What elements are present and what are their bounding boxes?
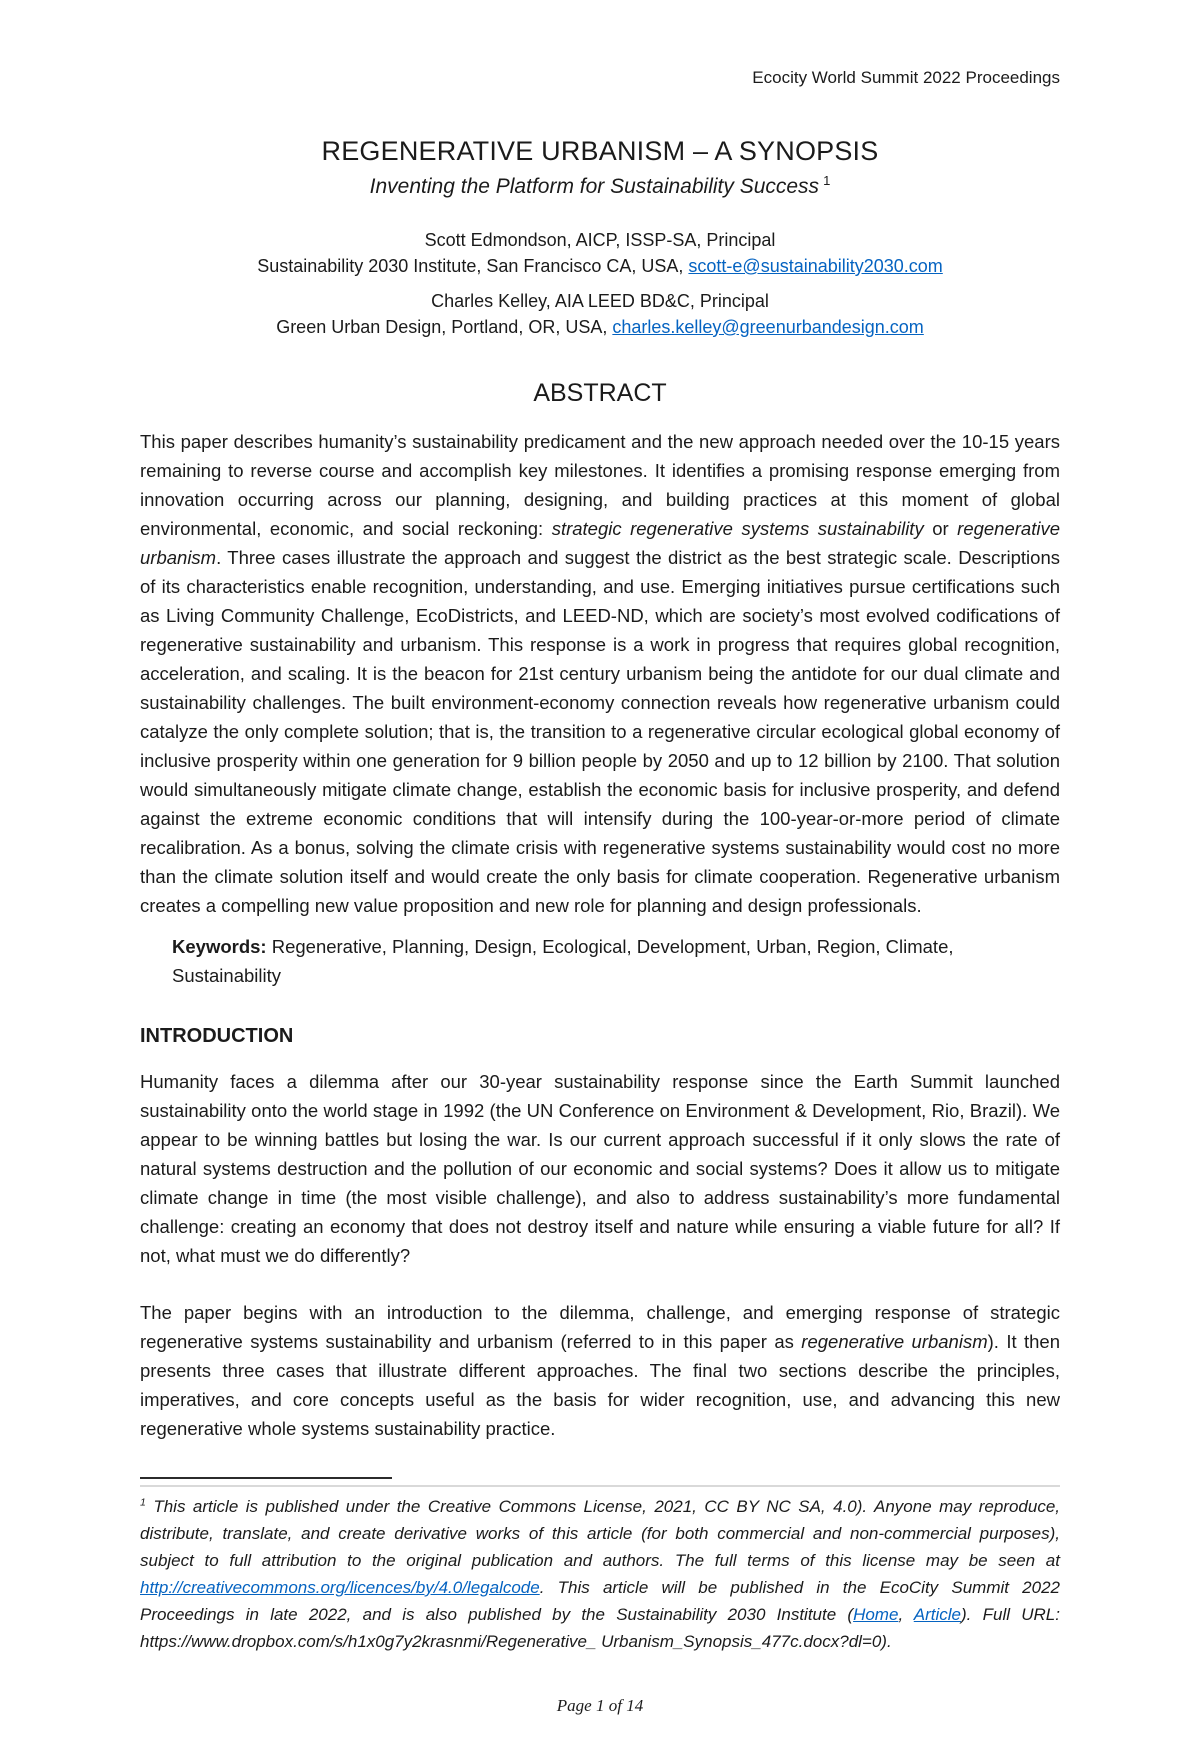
authors-block (140, 227, 1060, 340)
author-block (140, 288, 1060, 340)
text-segment: The paper begins with an introduction to the dilemma, challenge, and emerging response of strategic regenerative systems sustainability and urbanism (referred to in this paper as (140, 1302, 1060, 1352)
footnote-separator-rule (140, 1477, 392, 1479)
author-email-link[interactable]: scott-e@sustainability2030.com (688, 256, 943, 276)
text-segment: or (923, 518, 958, 539)
footnote-ref: 1 (823, 173, 831, 188)
text-segment: This paper describes humanity’s sustainability predicament and the new approach needed over the 10-15 years remaining to reverse course and accomplish key milestones. It identifies a promising response emerging from innovation occurring across our planning, designing, and building practices at this moment of global environmental, economic, and social reckoning: (140, 431, 1060, 539)
keywords-line (140, 932, 1060, 990)
text-segment: This article is published under the Creative Commons License, 2021, CC BY NC SA, 4.0). Anyone may reproduce, distribute, translate, and create derivative works of this article (for both commercial and non-commercial purposes), subject to full attribution to the original publication and authors. The full terms of this license may be seen at (140, 1497, 1060, 1570)
text-segment: ). Full URL: https://www.dropbox.com/s/h1x0g7y2krasnmi/Regenerative_ Urbanism_Synopsis_477c.docx?dl=0). (140, 1605, 1060, 1651)
keywords-label: Keywords: (172, 936, 267, 957)
author-block (140, 227, 1060, 279)
proceedings-header: Ecocity World Summit 2022 Proceedings (752, 68, 1060, 87)
intro-paragraph-2 (140, 1298, 1060, 1443)
intro-paragraph-1: Humanity faces a dilemma after our 30-year sustainability response since the Earth Summit launched sustainability onto the world stage in 1992 (the UN Conference on Environment & Development, Rio, Brazil). We appear to be winning battles but losing the war. Is our current approach successful if it only slows the rate of natural systems destruction and the pollution of our economic and social systems? Does it allow us to mitigate climate change in time (the most visible challenge), and also to address sustainability’s more fundamental challenge: creating an economy that does not destroy itself and nature while ensuring a viable future for all? If not, what must we do differently? (140, 1071, 1060, 1266)
author-affiliation (140, 253, 1060, 279)
hyperlink[interactable]: http://creativecommons.org/licences/by/4.0/legalcode (140, 1578, 540, 1597)
author-affiliation (140, 314, 1060, 340)
text-segment: regenerative urbanism (801, 1331, 988, 1352)
paper-title: REGENERATIVE URBANISM – A SYNOPSIS (321, 136, 879, 166)
text-segment: regenerative urbanism (140, 518, 1060, 568)
keywords-text: Regenerative, Planning, Design, Ecological, Development, Urban, Region, Climate, Sustainability (172, 936, 954, 986)
text-segment: ). It then presents three cases that illustrate different approaches. The final two sections describe the principles, imperatives, and core concepts useful as the basis for wider recognition, use, and advancing this new regenerative whole systems sustainability practice. (140, 1331, 1060, 1439)
author-name: Scott Edmondson, AICP, ISSP-SA, Principal (424, 230, 776, 250)
hyperlink[interactable]: Article (913, 1605, 961, 1624)
author-email-link[interactable]: charles.kelley@greenurbandesign.com (612, 317, 924, 337)
text-segment: strategic regenerative systems sustainability (551, 518, 924, 539)
footnote-area (140, 1477, 1060, 1655)
page-number: Page 1 of 14 (556, 1696, 644, 1715)
text-segment: . This article will be published in the EcoCity Summit 2022 Proceedings in late 2022, and is also published by the Sustainability 2030 Institute ( (140, 1578, 1060, 1624)
footnote-text (140, 1493, 1060, 1655)
text-segment: , (898, 1605, 914, 1624)
author-affiliation-text: Sustainability 2030 Institute, San Francisco CA, USA, (257, 256, 689, 276)
abstract-heading: ABSTRACT (533, 379, 667, 407)
paper-subtitle (140, 173, 1060, 201)
title-block (140, 134, 1060, 201)
footnote-number: 1 (140, 1496, 146, 1509)
abstract-paragraph (140, 427, 1060, 920)
author-name: Charles Kelley, AIA LEED BD&C, Principal (431, 291, 769, 311)
author-affiliation-text: Green Urban Design, Portland, OR, USA, (276, 317, 613, 337)
text-segment: . Three cases illustrate the approach and suggest the district as the best strategic scale. Descriptions of its characteristics enable recognition, understanding, and use. Emerging initiatives pursue certifications such as Living Community Challenge, EcoDistricts, and LEED-ND, which are society’s most evolved codifications of regenerative sustainability and urbanism. This response is a work in progress that requires global recognition, acceleration, and scaling. It is the beacon for 21st century urbanism being the antidote for our dual climate and sustainability challenges. The built environment-economy connection reveals how regenerative urbanism could catalyze the only complete solution; that is, the transition to a regenerative circular ecological global economy of inclusive prosperity within one generation for 9 billion people by 2050 and up to 12 billion by 2100. That solution would simultaneously mitigate climate change, establish the economic basis for inclusive prosperity, and defend against the extreme economic conditions that will intensify during the 100-year-or-more period of climate recalibration. As a bonus, solving the climate crisis with regenerative systems sustainability would cost no more than the climate solution itself and would create the only basis for climate cooperation. Regenerative urbanism creates a compelling new value proposition and new role for planning and design professionals. (140, 547, 1060, 916)
introduction-heading: INTRODUCTION (140, 1025, 294, 1047)
paper-subtitle-text: Inventing the Platform for Sustainability Success (369, 175, 820, 198)
footnote-divider-rule (140, 1485, 1060, 1487)
hyperlink[interactable]: Home (853, 1605, 899, 1624)
